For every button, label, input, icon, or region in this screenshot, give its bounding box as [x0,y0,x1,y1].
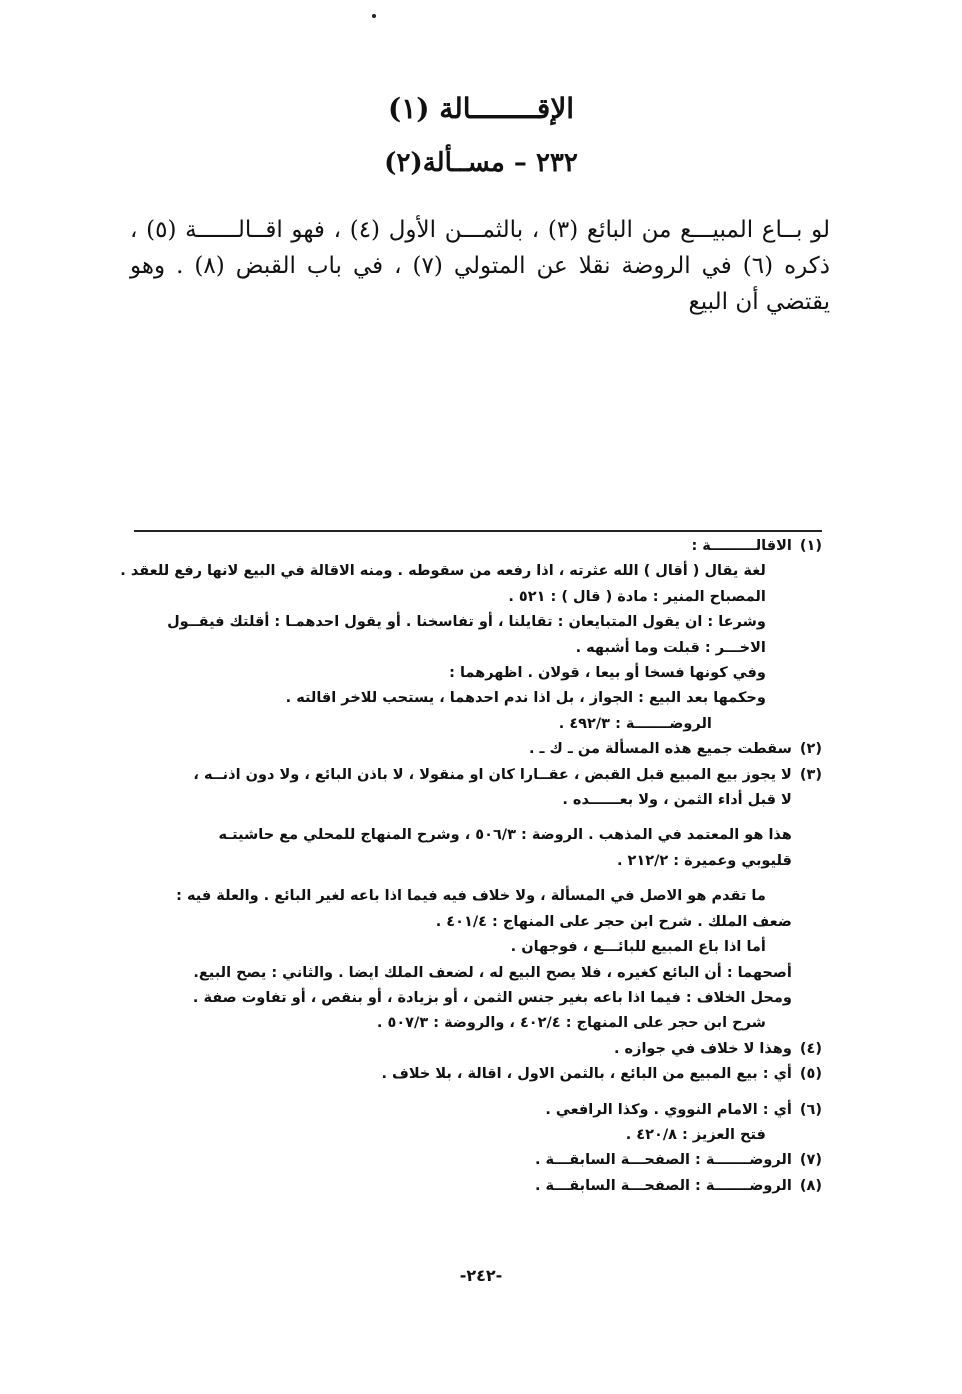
footnote-number: (١) [799,538,822,554]
footnote-line: الاقالـــــــــة : [691,538,792,554]
footnote-line: لا يجوز بيع المبيع قبل القبض ، عقــارا كان او منقولا ، لا باذن البائع ، ولا دون اذنــه ، [193,766,792,783]
footnote-line: أصحهما : أن البائع كغيره ، فلا يصح البيع له ، لضعف الملك ايضا . والثاني : يصح البيع. [193,964,792,981]
footnote-line: الاخـــر : قبلت وما أشبهه . [575,639,766,656]
footnote-line: فتح العزيز : ٤٢٠/٨ . [625,1126,766,1143]
footnote-line: أي : بيع المبيع من البائع ، بالثمن الاول ، اقالة ، بلا خلاف . [381,1066,792,1083]
footnote-line: الروضـــــــة : الصفحـــة السابقـــة . [535,1177,792,1194]
footnote-line: وشرعا : ان يقول المتبايعان : تقايلنا ، أو تفاسخنا . أو يقول احدهمـا : أقلتك فيقــول [167,614,766,631]
footnote-line: وفي كونها فسخا أو بيعا ، قولان . اظهرهما : [449,665,766,682]
footnote-line: هذا هو المعتمد في المذهب . الروضة : ٥٠٦/٣ ، وشرح المنهاج للمحلي مع حاشيتـه [218,827,792,844]
footnote-line: ما تقدم هو الاصل في المسألة ، ولا خلاف فيه فيما اذا باعه لغير البائع . والعلة فيه : [176,888,766,905]
footnote [120,534,822,737]
page-number: -٢٤٢- [459,1266,503,1285]
footnote-line: شرح ابن حجر على المنهاج : ٤٠٢/٤ ، والروضة : ٥٠٧/٣ . [376,1015,766,1032]
footnote-number: (٨) [799,1177,822,1194]
footnote-line: لغة يقال ( أقال ) الله عثرته ، اذا رفعه من سقوطه . ومنه الاقالة في البيع لانها رفع للعقد . [120,563,766,580]
footnote-line: المصباح المنير : مادة ( قال ) : ٥٢١ . [508,588,766,605]
footnote-line: وهذا لا خلاف في جوازه . [614,1040,792,1057]
chapter-title: الإقــــــــالة (١) [387,92,575,125]
footnote-line: أي : الامام النووي . وكذا الرافعي . [545,1101,792,1118]
footnote-line: ضعف الملك . شرح ابن حجر على المنهاج : ٤٠١/٤ . [435,913,792,930]
ink-dot [372,14,376,18]
footnote [130,1062,822,1087]
footnote-line: الروضـــــــة : ٤٩٢/٣ . [558,715,712,732]
footnote-line: لا قبل أداء الثمن ، ولا بعــــــده . [562,792,792,809]
footnote [130,1148,822,1173]
footnote-line: وحكمها بعد البيع : الجواز ، بل اذا ندم احدهما ، يستحب للاخر اقالته . [285,690,766,707]
footnote-divider [134,530,822,532]
footnote [130,1098,822,1149]
footnote [130,1037,822,1062]
footnote-number: (٦) [799,1101,822,1118]
footnote-line: قليوبي وعميرة : ٢١٢/٢ . [616,852,792,869]
main-paragraph: لو بــاع المبيـــع من البائع (٣) ، بالثمـــن الأول (٤) ، فهو اقــالــــــة (٥) ، ذكره (٦) في الروضة نقلا عن المتولي (٧) ، في باب القبض (٨) . وهو يقتضي أن البيع [130,217,830,315]
footnote-number: (٣) [799,766,822,783]
footnote-number: (٧) [799,1152,822,1169]
footnote-number: (٤) [799,1040,822,1057]
section-title: ٢٣٢ – مســألة(٢) [384,148,578,178]
footnote-number: (٢) [799,741,822,758]
footnote [130,737,822,762]
footnote [130,1174,822,1199]
footnote-line: أما اذا باع المبيع للبائـــع ، فوجهان . [510,939,766,956]
footnote-line: ومحل الخلاف : فيما اذا باعه بغير جنس الثمن ، أو بزيادة ، أو بنقص ، أو تفاوت صفة . [192,989,792,1006]
footnote-number: (٥) [799,1066,822,1083]
footnote-line: الروضـــــــة : الصفحـــة السابقـــة . [535,1152,792,1169]
footnote [130,763,822,1037]
footnotes [120,534,822,1199]
footnote-line: سقطت جميع هذه المسألة من ـ ك ـ . [529,741,792,758]
